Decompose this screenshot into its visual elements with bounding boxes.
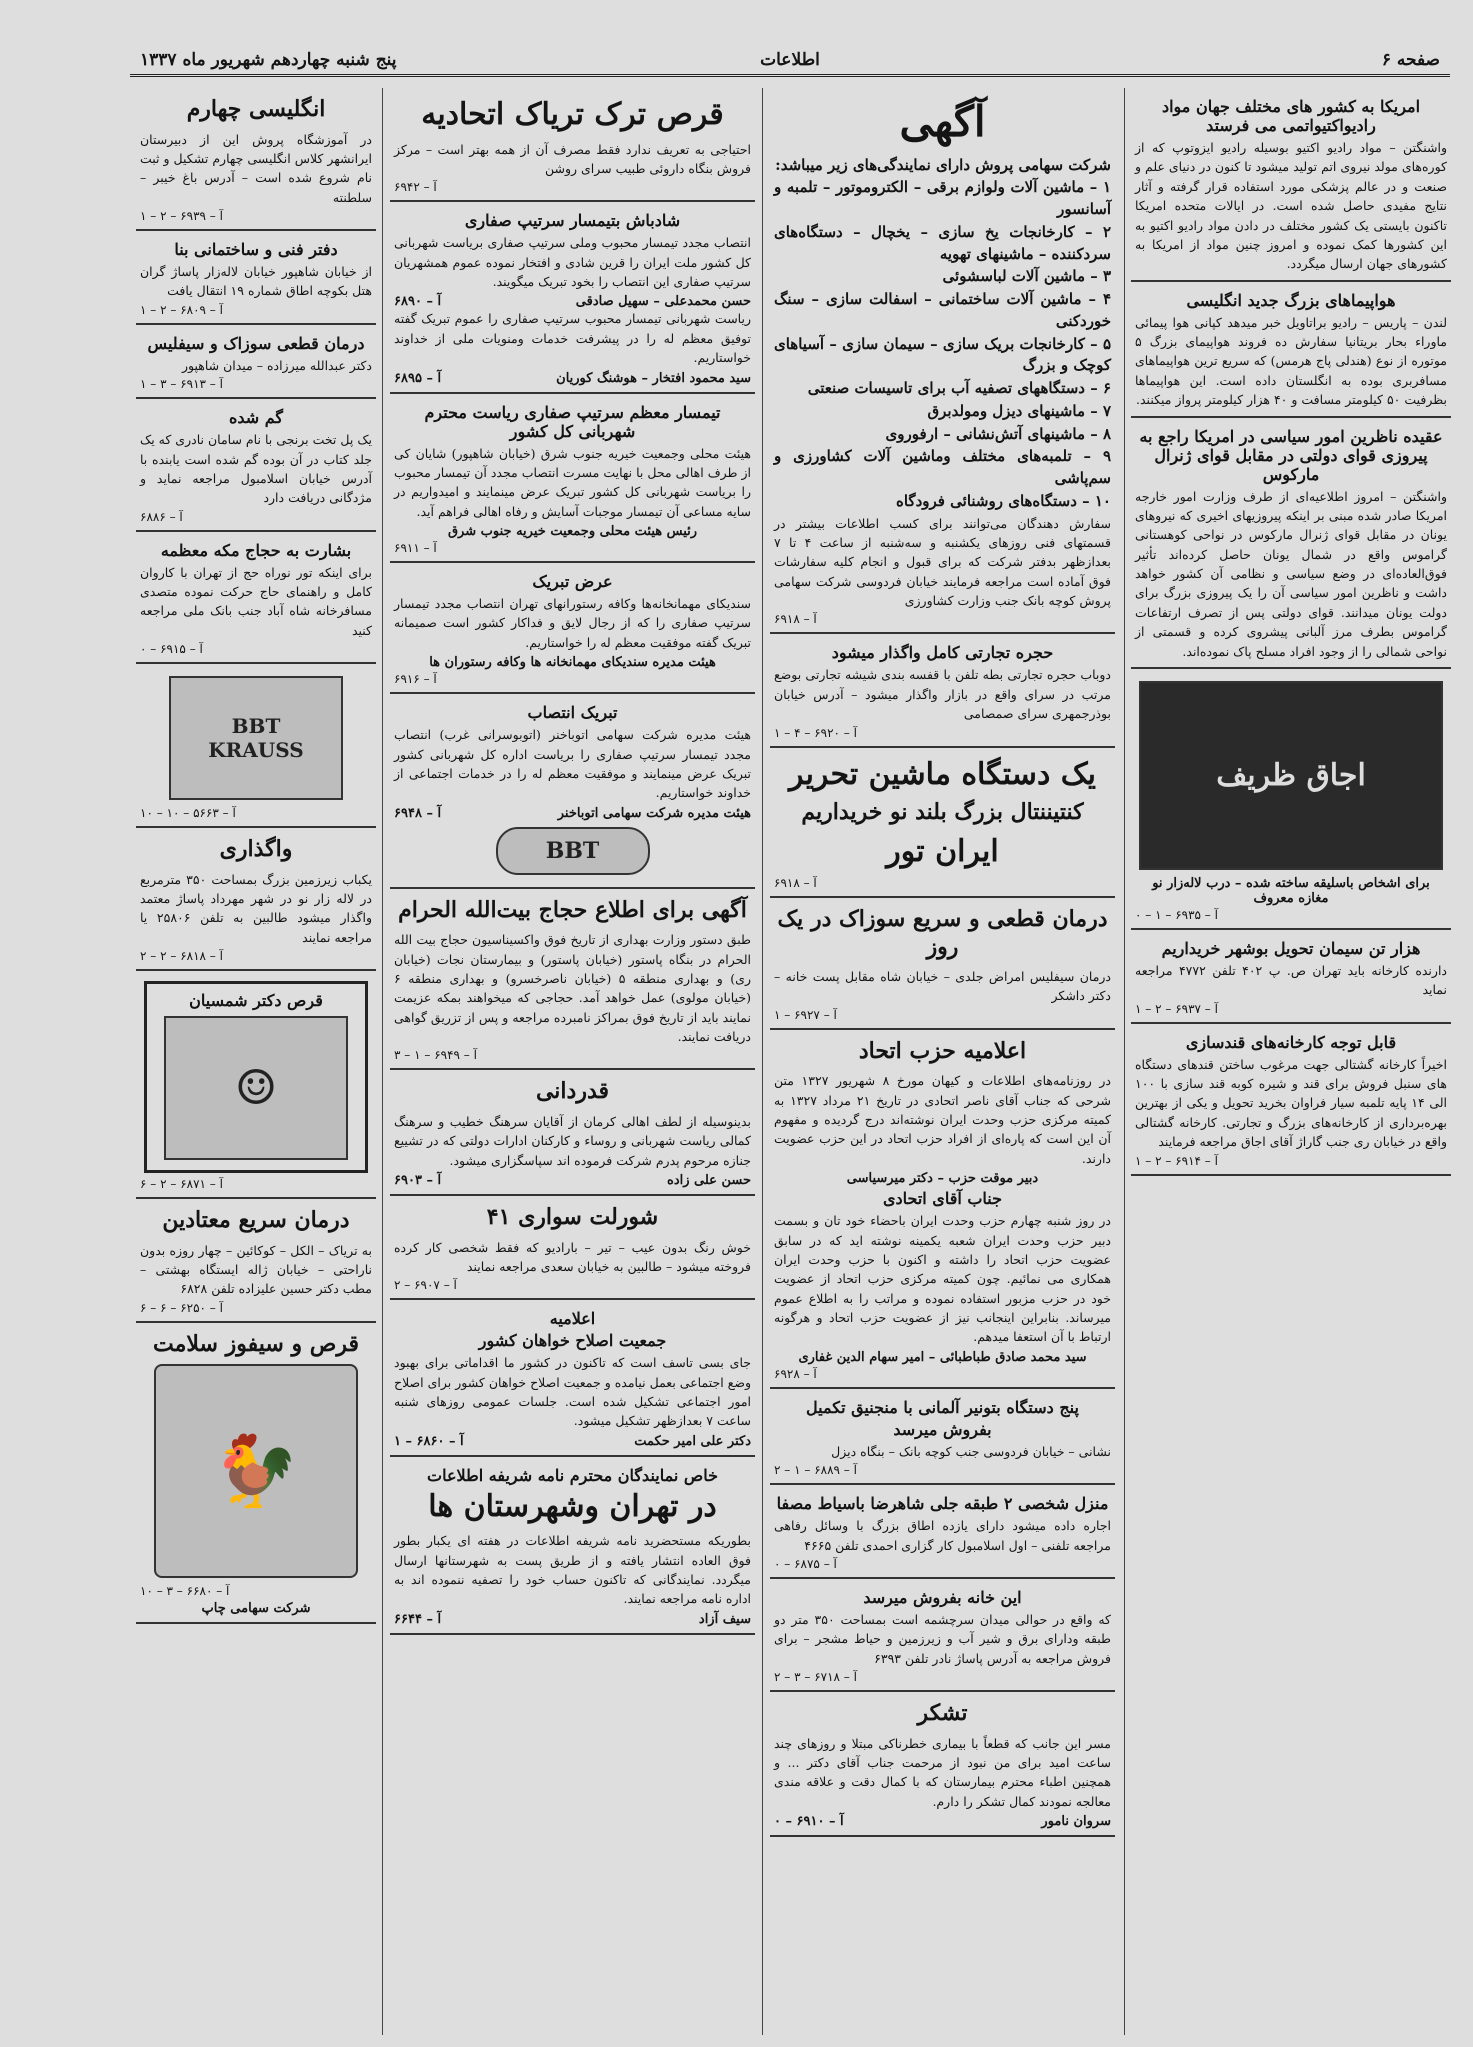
ad-body: احتیاجی به تعریف ندارد فقط مصرف آن از همه بهتر است – مرکز فروش بنگاه داروئی طبیب سرای روشن (394, 141, 751, 176)
ad-title: تیمسار معظم سرتیپ صفاری ریاست محترم شهربانی کل کشور (424, 402, 721, 441)
ad-title: آگهی برای اطلاع حجاج بیت‌الله الحرام (398, 896, 747, 923)
article-body: واشنگتن – مواد رادیو اکتیو بوسیله رادیو ایزوتوپ که از کوره‌های مولد نیروی اتم تولید میشود تا کنون در دنیای علم و صنعت و در عالم پزشکی مورد استفاده قرار گرفته و آثار نتایج مفیدی حاصل شده است. در ایالات متحده امریکا تاکنون بایستی یک کشور مختلف در دادن مواد رادیو اکتیو به این کشورها کمک نموده و امروز چنین مواد از امریکا به کشورهای جهان ارسال میگردد. (1135, 140, 1447, 272)
ad-opium (390, 88, 755, 202)
ad-footer (394, 294, 751, 309)
ad-typewriter (770, 748, 1115, 899)
ad-title: بشارت به حجاج مکه معظمه (160, 540, 352, 560)
ad-thanks (770, 1692, 1115, 1837)
ad-body: طبق دستور وزارت بهداری از تاریخ فوق واکسیناسیون حجاج بیت الله الحرام در بنگاه پاستور (خیابان پاستور) و بیمارستان نجات (خیابان ری) و بهداری منطقه ۵ (خیابان ناصرخسرو) و بهداری منطقه ۶ (خیابان مولوی) عمل خواهد آمد. حجاجی که میخواهند بمکه عزیمت نمایند باید از تاریخ فوق بمراکز نامبرده مراجعه و پس از تزریق گواهی دریافت نمایند. (394, 932, 751, 1044)
ad-body: خوش رنگ بدون عیب – تیر – بارادیو که فقط شخصی کار کرده فروخته میشود – طالبین به خیابان سعدی مراجعه نمایند (394, 1239, 751, 1274)
ad-code: آ – ۶۸۸۶ (140, 509, 183, 524)
issue-date: پنج شنبه چهاردهم شهریور ماه ۱۳۳۷ (140, 50, 397, 70)
ad-body: که واقع در حوالی میدان سرچشمه است بمساحت ۳۵۰ متر دو طبقه ودارای برق و شیر آب و زیرزمین و حیاط مشجر – برای فروش مراجعه به آدرس پاساژ نادر تلفن ۶۳۹۳ (774, 1611, 1112, 1666)
ad-calligraphy (1131, 669, 1451, 930)
ad-list (774, 155, 1111, 513)
ad-title: منزل شخصی ۲ طبقه جلی شاهرضا باسیاط مصفا (776, 1494, 1109, 1514)
ad-code: آ – ۵۶۶۳ – ۱۰ – ۱۰ (140, 806, 236, 821)
ad-police (390, 394, 755, 564)
ad-body: دکتر عبدالله میرزاده – میدان شاهپور (181, 357, 372, 373)
list-item: ۴ – ماشین آلات ساختمانی – اسفالت سازی – سنگ خوردکنی (774, 290, 1111, 330)
ad-code: آ – ۶۸۸۹ – ۱ – ۲ (774, 1463, 857, 1478)
ad-body: نشانی – خیابان فردوسی جنب کوچه بانک – بنگاه دیزل (831, 1443, 1111, 1459)
headline: عقیده ناظرین امور سیاسی در امریکا راجع به پیروزی قوای دولتی در مقابل قوای ژنرال مارکوس (1139, 426, 1443, 484)
ad-frame (144, 981, 368, 1173)
ad-title: قابل توجه کارخانه‌های قندسازی (1185, 1032, 1397, 1052)
ad-code: آ – ۶۸۷۱ – ۲ – ۶ (140, 1177, 223, 1192)
rooster-icon: 🐓 (154, 1364, 358, 1578)
ad-code: آ – ۶۷۱۸ – ۳ – ۲ (774, 1670, 857, 1684)
ad-signature: هیئت مدیره سندیکای مهمانخانه ها وکافه رستوران ها (429, 655, 716, 671)
ad-title: پنج دستگاه بتونیر آلمانی با منجنیق تکمیل (806, 1397, 1079, 1417)
ad-title: در تهران وشهرستان ها (428, 1488, 717, 1524)
brand-logo-subtext: KRAUSS (208, 738, 304, 763)
ad-subtitle: جمعیت اصلاح خواهان کشور (478, 1331, 667, 1351)
ad-caption: برای اشخاص باسلیقه ساخته شده – درب لاله‌زار نو مغازه معروف (1152, 875, 1430, 906)
ad-title: قرص ترک تریاک اتحادیه (421, 97, 724, 132)
ad-body: مسر این جانب که قطعاً با بیماری خطرناکی مبتلا و روزهای چند ساعت امید برای من نبود از مرحمت جناب آقای دکتر ... و همچنین اطباء محترم بیمارستان که با کمال دقت و علاقه مندی معالجه نمودند کمال تشکر را دارم. (774, 1735, 1111, 1809)
ad-code: آ – ۶۹۴۹ – ۱ – ۳ (394, 1048, 477, 1063)
ad-code: آ – ۶۸۹۵ (394, 370, 442, 386)
column-2 (770, 88, 1115, 2035)
ad-title: عرض تبریک (532, 572, 613, 591)
column-rule (382, 88, 383, 2035)
ad-lost (136, 399, 376, 532)
ad-title: درمان قطعی و سریع سوزاک در یک روز (777, 906, 1108, 960)
calligraphy-image: اجاق ظریف (1139, 681, 1443, 870)
article-body: واشنگتن – امروز اطلاعیه‌ای از طرف وزارت امور خارجه امریکا صادر شده مبنی بر اینکه پیروزیهای اخیری که نیروهای یونان در مقابل قوای ژنرال مارکوس در نواحی کوهستانی گراموس واقع در شمال یونان حاصل کرده‌اند تأثیر فوق‌العاده‌ای در وضع سیاسی و نظامی آن کشور خواهد داشت و ناظرین امور سیاسی آن را یک پیروزی بزرگ برای دولت یونان میدانند. قوای دولتی پس از تصرف ارتفاعات گراموس بطرف مرز آلبانی پیشروی کرده و قسمتی از نواحی شمالی را از وجود افراد مسلح پاک نموده‌اند. (1135, 488, 1447, 659)
ad-body: در روزنامه‌های اطلاعات و کیهان مورخ ۸ شهریور ۱۳۲۷ متن شرحی که جناب آقای ناصر اتحادی در تاریخ ۲۱ مرداد ۱۳۲۷ به کمیته مرکزی حزب وحدت ایران نوشته‌اند درج گردیده و مفهوم آن این است که پاره‌ای از افراد حزب اتحاد در این حزب عضویت دارند. (774, 1073, 1112, 1166)
ad-code: آ – ۶۹۲۷ – ۱ (774, 1007, 837, 1022)
ad-title: اعلامیه (549, 1309, 596, 1329)
ad-body: هیئت محلی وجمعیت خیریه جنوب شرق (خیابان شاهپور) شایان کی از طرف اهالی محل با نهایت مسرت انتصاب مجدد آن تیمسار محبوب را بریاست شهربانی کل کشور تبریک عرض مینمایند و امیدواریم در سایه مساعی آن تیمسار موجبات آسایش و رفاه اهالی فراهم آید. (394, 445, 751, 519)
ad-footer (394, 806, 751, 821)
ad-signature: رئیس هیئت محلی وجمعیت خیریه جنوب شرق (447, 524, 698, 539)
news-radioactive (1131, 88, 1451, 282)
ad-bbt (136, 664, 376, 828)
ad-code: آ – ۶۹۱۸ (774, 612, 817, 627)
ad-title: قدردانی (535, 1078, 610, 1105)
ad-title: قرص دکتر شمسیان (189, 991, 323, 1011)
ad-code: آ – ۶۲۵۰ – ۶ – ۶ (140, 1300, 223, 1315)
ad-english (136, 88, 376, 231)
list-item: ۷ – ماشینهای دیزل ومولدبرق (927, 401, 1111, 420)
ad-title: آگهی (899, 97, 986, 146)
ad-title: درمان قطعی سوزاک و سیفلیس (147, 333, 365, 353)
masthead (130, 50, 1450, 77)
ad-body: دوباب حجره تجارتی بطه تلفن با قفسه بندی شیشه تجارتی بوضع مرتب در سرای واقع در بازار واگذار میشود – آدرس خیابان بوذرجمهری سرای صمصامی (774, 667, 1111, 722)
ad-signature: سید محمود افتخار – هوشنگ کوریان (556, 370, 751, 386)
ad-body: یکباب زیرزمین بزرگ بمساحت ۳۵۰ مترمربع در لاله زار نو در شهر مهرداد پاساژ معتمد واگذار میشود طالبین به تلفن ۲۵۸۰۶ یا مراجعه نمایند (140, 871, 372, 945)
ad-shamsi (136, 971, 376, 1199)
ad-subtitle: کنتیننتال بزرگ بلند نو خریداریم (801, 799, 1084, 825)
ad-signature: سروان نامور (1041, 1814, 1111, 1829)
ad-code: آ – ۶۸۹۰ (394, 294, 442, 310)
ad-code: آ – ۶۹۰۳ (394, 1173, 442, 1188)
ad-cement (1131, 930, 1451, 1024)
ad-rooster (136, 1323, 376, 1625)
ad-code: آ – ۶۹۲۰ – ۴ – ۱ (774, 725, 857, 740)
ad-signature: هیئت مدیره شرکت سهامی اتوباخنر (557, 805, 751, 821)
ad-office (136, 231, 376, 325)
ad-code: آ – ۶۸۶۰ – ۱ (394, 1433, 464, 1449)
ad-subtitle: جناب آقای اتحادی (882, 1189, 1003, 1209)
ad-code: آ – ۶۸۰۹ – ۲ – ۱ (140, 302, 223, 317)
ad-code: آ – ۶۹۱۰ – ۰ (774, 1814, 844, 1829)
ad-body: اجاره داده میشود دارای یازده اطاق بزرگ با وسائل رفاهی مراجعه تلفنی – اول اسلامبول کار گزاری احمدی تلفن ۴۶۶۵ (774, 1518, 1111, 1553)
ad-porosh (770, 88, 1115, 634)
list-item: ۱ – ماشین آلات ولوازم برقی – الکتروموتور – تلمبه و آسانسور (774, 178, 1111, 218)
ad-code: آ – ۶۹۳۷ – ۲ – ۱ (1135, 1001, 1218, 1016)
ad-brand: ایران تور (886, 833, 999, 869)
ad-code: آ – ۶۹۰۷ – ۲ (394, 1278, 457, 1293)
ad-land (770, 1579, 1115, 1692)
ad-hotel (390, 563, 755, 694)
ad-footer (394, 1434, 751, 1449)
list-intro: شرکت سهامی پروش دارای نمایندگی‌های زیر میباشد: (775, 155, 1111, 174)
list-item: ۳ – ماشین آلات لباسشوئی (942, 267, 1111, 286)
ad-code: آ – ۶۹۳۵ – ۱ – ۰ (1135, 907, 1218, 922)
ad-fast (136, 1199, 376, 1323)
column-4 (136, 88, 376, 2035)
ad-bus (390, 694, 755, 889)
winged-emblem-icon: BBT (496, 827, 650, 875)
ad-body: از خیابان شاهپور خیابان لاله‌زار پاساژ گران هتل بکوچه اطاق شماره ۱۹ انتقال یافت (140, 264, 372, 299)
ad-syph (136, 325, 376, 399)
ad-body: بطوریکه مستحضرید نامه شریفه اطلاعات در هفته ای یکبار بطور فوق العاده انتشار یافته و از طریق پست به شهرستانها ارسال میگردد. نمایندگانی که تاکنون حساب خود را تصفیه ننموده اند به اداره نامه مراجعه نمایند. (394, 1533, 751, 1607)
ad-body: بدینوسیله از لطف اهالی کرمان از آقایان سرهنگ خطیب و سرهنگ کمالی ریاست شهربانی و روساء و کارکنان ادارات دولتی که در تشییع جنازه مرحوم پدرم شرکت فرموده اند سپاسگزاری میشود. (394, 1113, 751, 1168)
ad-code: آ – ۶۹۱۴ – ۲ – ۱ (1135, 1153, 1218, 1168)
ad-title: هزار تن سیمان تحویل بوشهر خریداریم (1161, 938, 1421, 958)
ad-title: شادباش بتیمسار سرتیپ صفاری (464, 211, 681, 231)
column-rule (1124, 88, 1125, 2035)
ad-body: سفارش دهندگان می‌توانند برای کسب اطلاعات بیشتر در قسمتهای فنی روزهای یکشنبه و سه‌شنبه از ساعت ۴ تا ۷ بعدازظهر بدفتر شرکت که برای قبول و انجام کلیه سفارشات فوق آماده است مراجعه فرمایند خیابان فردوسی شرکت سهامی پروش کوچه بانک جنب وزارت کشاورزی (774, 515, 1111, 608)
ad-transfer (136, 828, 376, 971)
ad-signature: دبیر موقت حزب – دکتر میرسیاسی (846, 1171, 1039, 1187)
ad-title: تبریک انتصاب (527, 703, 618, 723)
binoculars-logo-icon (169, 676, 343, 800)
ad-hajj (390, 889, 755, 1071)
ad-title: شورلت سواری ۴۱ (486, 1204, 659, 1230)
list-item: ۸ – ماشینهای آتش‌نشانی – ارفوروی (885, 424, 1111, 443)
ad-body: برای اینکه تور نوراه حج از تهران با کاروان کامل و راهنمای حاج حرکت نموده متصدی مسافرخانه شاه آباد جنب بانک ملی مراجعه کنید (140, 564, 372, 638)
list-item: ۶ – دستگاههای تصفیه آب برای تاسیسات صنعتی (807, 379, 1111, 397)
ad-code: آ – ۶۹۱۶ (394, 672, 437, 687)
ad-code: آ – ۶۹۴۸ (394, 805, 442, 821)
ad-body: در روز شنبه چهارم حزب وحدت ایران باحضاء خود تان و بسمت دبیر حزب وحدت ایران شعبه یکمینه نوشته اید که در سابق عضویت حزب اتحاد را داشته و اکنون با حزب وحدت ایران همکاری می نمائیم. چون کمیته مرکزی حزب اتحاد از عضویت خود در حزب مزبور استفاده نموده و مراتب را به اطلاع عموم میرساند. بنابراین اینجانب نیز از عضویت حزب اتحاد و هرگونه ارتباط با آن استعفا میدهم. (774, 1213, 1111, 1345)
ad-footer (774, 1814, 1111, 1829)
ad-body: سندیکای مهمانخانه‌ها وکافه رستورانهای تهران انتصاب مجدد تیمسار سرتیپ صفاری را که از رجال لایق و فداکار کشور است صمیمانه تبریک گفته موفقیت معظم له را خواستاریم. (394, 596, 751, 650)
ad-title: یک دستگاه ماشین تحریر (789, 756, 1096, 792)
ad-title: گم شده (228, 408, 284, 428)
ad-signature: دکتر علی امیر حکمت (634, 1433, 751, 1449)
ad-signature: سیف آزاد (698, 1611, 751, 1627)
ad-pretitle: خاص نمایندگان محترم نامه شریفه اطلاعات (427, 1465, 718, 1485)
ad-title: دفتر فنی و ساختمانی بنا (174, 240, 338, 259)
ad-code: آ – ۶۹۱۵ – ۰ (140, 642, 203, 657)
column-rule (762, 88, 763, 2035)
ad-body: دارنده کارخانه باید تهران ص. پ ۴۰۲ تلفن ۴۷۷۲ مراجعه نماید (1135, 962, 1447, 998)
ad-code: آ – ۶۸۱۸ – ۲ – ۲ (140, 949, 223, 964)
ad-footer (394, 1173, 751, 1188)
ad-footer (394, 371, 751, 386)
brand-logo-text: BBT (231, 714, 281, 739)
ad-footer (394, 1612, 751, 1627)
paper-name: اطلاعات (760, 50, 820, 70)
ad-code: آ – ۶۹۴۲ (394, 180, 437, 195)
ad-mecca (136, 532, 376, 665)
ad-cure (770, 898, 1115, 1030)
article-body: لندن – پاریس – رادیو براتاویل خبر میدهد کپانی هوا پیمائی ماوراء بحار بریتانیا سفارش ده فروند هواپیمای بزرگ ۵ موتوره از نوع (هندلی پاج هرمس) که سریع ترین هواپیماهای مسافربری بوده به انگلستان داده است. این هواپیماها بظرفیت ۵۰ کیلومتر مسافت و ۴۰ هزار کیلومتر پرواز میکنند. (1135, 314, 1447, 408)
ad-code: آ – ۶۹۲۸ (774, 1366, 817, 1381)
ad-code: آ – ۶۶۸۰ – ۳ – ۱۰ (140, 1584, 230, 1599)
ad-title: انگلیسی چهارم (186, 96, 326, 122)
ad-code: آ – ۶۸۷۵ – ۰ (774, 1556, 837, 1571)
ad-body: به تریاک – الکل – کوکائین – چهار روزه بدون ناراحتی – خیابان ژاله ایستگاه بهشتی – مطب دکتر حسین علیزاده تلفن ۶۸۲۸ (140, 1242, 372, 1297)
ad-code: آ – ۶۹۱۳ – ۳ – ۱ (140, 377, 223, 392)
ad-congrats (390, 202, 755, 393)
ad-title: حجره تجارتی کامل واگذار میشود (831, 643, 1054, 663)
ad-body: در آموزشگاه پروش این از دبیرستان ایرانشهر کلاس انگلیسی چهارم تشکیل و ثبت نام شروع شده است – آدرس باغ خیبر – سلطنته (140, 131, 372, 205)
ad-party (770, 1030, 1115, 1389)
news-planes (1131, 282, 1451, 418)
ad-reform (390, 1300, 755, 1457)
ad-code: آ – ۶۹۳۹ – ۲ – ۱ (140, 209, 223, 223)
ad-title: تشکر (917, 1700, 968, 1726)
ad-body: درمان سیفلیس امراض جلدی – خیابان شاه مقابل پست خانه – دکتر داشکر (774, 969, 1111, 1004)
ad-shop (770, 634, 1115, 747)
news-greece (1131, 418, 1451, 669)
ad-subtitle: بفروش میرسد (893, 1419, 992, 1439)
ad-title: این خانه بفروش میرسد (863, 1587, 1022, 1607)
ad-code: آ – ۶۹۱۱ (394, 541, 437, 555)
ad-signature: حسن علی زاده (667, 1173, 751, 1188)
ad-signature: حسن محمدعلی – سهیل صادقی (575, 294, 751, 310)
list-item: ۵ – کارخانجات بریک سازی – سیمان سازی – آسیاهای کوچک و بزرگ (774, 334, 1111, 375)
ad-signature: سید محمد صادق طباطبائی – امیر سهام الدین غفاری (798, 1349, 1087, 1365)
column-1 (1131, 88, 1451, 2035)
ad-sugar (1131, 1024, 1451, 1176)
page-number: صفحه ۶ (1381, 50, 1440, 70)
printer-credit: شرکت سهامی چاپ (201, 1601, 311, 1617)
ad-newspaper (390, 1457, 755, 1635)
ad-title: اعلامیه حزب اتحاد (858, 1037, 1027, 1064)
ad-thanks2 (390, 1070, 755, 1196)
ad-body: انتصاب مجدد تیمسار محبوب وملی سرتیپ صفاری بریاست شهربانی کل کشور ملت ایران را قرین شادی و افتخار نموده عموم همشهریان سرتیپ صفاری این انتصاب را بخود تبریک میگویند. (394, 235, 751, 289)
ad-code: آ – ۶۹۱۸ (774, 876, 817, 890)
column-3 (390, 88, 755, 2035)
ad-code: آ – ۶۶۴۴ (394, 1611, 442, 1627)
list-item: ۲ – کارخانجات یخ سازی – یخچال – دستگاه‌های سردکننده – ماشینهای تهویه (774, 222, 1111, 263)
ad-title: واگذاری (219, 836, 293, 863)
ad-house (770, 1485, 1115, 1579)
headline: هواپیماهای بزرگ جدید انگلیسی (1186, 290, 1396, 310)
ad-body: ریاست شهربانی تیمسار محبوب سرتیپ صفاری را عموم تبریک گفته توفیق معظم له را در پیشرفت خدمات ومنویات ملی از خداوند خواستاریم. (394, 311, 751, 366)
ad-title: درمان سریع معتادین (162, 1207, 350, 1234)
ad-body: اخیراً کارخانه گشتالی جهت مرغوب ساختن قندهای دستگاه های سنبل فروش برای قند و شیره کوبه قند سازی با ۱۰۰ الی ۱۴ پایه تلمبه سیار فراوان بخرید تحویل و یکی از بهترین بهره‌برداری از کارخانه‌های بزرگ و تجارتی. کارخانه گشتالی واقع در خیابان ری جنب گاراژ آقای اجاق مراجعه فرمایند (1135, 1056, 1447, 1150)
list-item: ۹ – تلمبه‌های مختلف وماشین آلات کشاورزی و سم‌پاشی (774, 447, 1111, 487)
headline: امریکا به کشور های مختلف جهان مواد رادیواکتیواتمی می فرستد (1161, 97, 1421, 135)
ad-roller (770, 1389, 1115, 1485)
illustration-image: ☺ (164, 1016, 348, 1160)
list-item: ۱۰ – دستگاه‌های روشنائی فرودگاه (896, 491, 1111, 510)
ad-body: هیئت مدیره شرکت سهامی اتوباخنر (اتوبوسرانی غرب) انتصاب مجدد تیمسار سرتیپ صفاری را بریاست اداره کل شهربانی کشور تبریک عرض مینمایند و موفقیت معظم له را در خدمات اجتماعی از خداوند خواستاریم. (394, 727, 751, 801)
ad-taxi (390, 1196, 755, 1300)
ad-body: یک پل تخت برنجی با نام سامان نادری که یک جلد کتاب در آن بوده گم شده است یابنده با آدرس خیابان اسلامبول مراجعه نماید و مژدگانی دریافت دارد (140, 432, 372, 506)
ad-title: قرص و سیفوز سلامت (153, 1330, 359, 1357)
ad-body: جای بسی تاسف است که تاکنون در کشور ما اقداماتی برای بهبود وضع اجتماعی بعمل نیامده و جمعیت اصلاح خواهان کشور برای اصلاح امور اجتماعی تشکیل شده است. جلسات عمومی روزهای شنبه ساعت ۷ بعدازظهر تشکیل میشود. (394, 1355, 751, 1429)
